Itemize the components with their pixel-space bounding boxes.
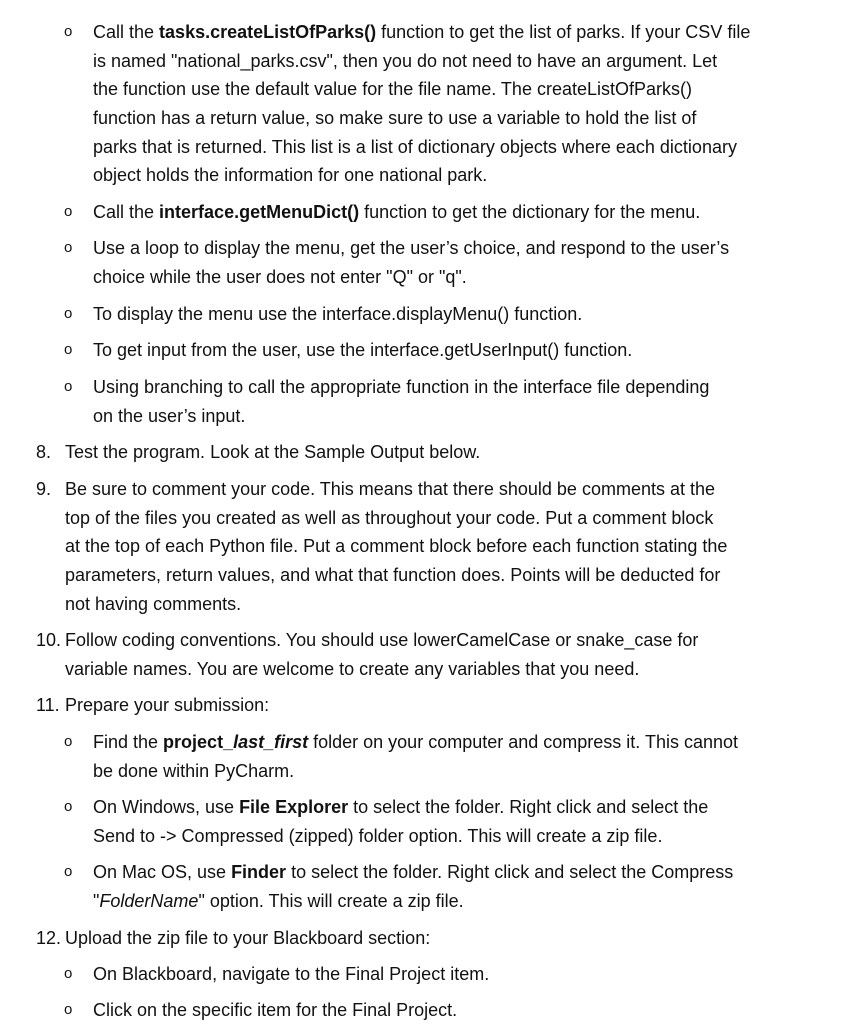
text-line [65,561,727,590]
text-line [93,996,457,1025]
bullet-marker: o [64,23,73,40]
text-run: parameters, return values, and what that function does. Points will be deducted for [65,565,721,586]
item-text [93,960,489,989]
bullet-marker: o [64,378,73,395]
text-run: Click on the specific item for the Final Project. [93,1000,458,1020]
text-run: Upload the zip file to your Blackboard section: [65,928,431,948]
text-run: object holds the information for one national park. [93,165,488,186]
text-line [65,691,269,720]
item-text [93,793,708,850]
text-run: not having comments. [65,593,242,614]
text-run: function has a return value, so make sure to use a variable to hold the list of [93,108,697,129]
text-line [93,47,750,76]
text-line [65,438,480,467]
item-text [93,18,750,190]
item-text [93,728,738,785]
text-run: top of the files you created as well as throughout your code. Put a comment block [65,507,714,528]
text-run: Test the program. Look at the Sample Output below. [65,442,481,462]
item-text [93,373,709,430]
text-line [93,336,632,365]
text-line [93,822,708,851]
text-run: tasks.createListOfParks() [159,22,377,42]
text-line [93,161,750,190]
text-line [93,104,750,133]
text-run: the function use the default value for the file name. The createListOfParks() [93,79,692,100]
text-line [93,75,750,104]
item-text [93,336,632,365]
text-run: On Windows, use [93,797,240,817]
item-text [93,234,729,291]
text-run: To get input from the user, use the interface.getUserInput() function. [93,340,633,360]
text-run: variable names. You are welcome to create any variables that you need. [65,658,640,679]
text-run: Follow coding conventions. You should use lowerCamelCase or snake_case for [65,630,699,650]
item-text [93,996,457,1025]
bullet-marker: o [64,965,73,982]
text-run: project_ [163,732,234,752]
text-run: choice while the user does not enter "Q" or "q". [93,266,467,287]
text-run: Using branching to call the appropriate function in the interface file depending [93,377,710,397]
text-line [93,793,708,822]
text-run: to select the folder. Right click and select the Compress [286,862,734,882]
text-run: Be sure to comment your code. This means that there should be comments at the [65,479,716,499]
text-line [93,887,733,916]
text-run: Finder [231,862,287,882]
text-run: Call the [93,22,160,42]
text-line [93,402,709,431]
text-run: File Explorer [239,797,349,817]
item-number: 11. [36,695,60,715]
text-run: interface.getMenuDict() [159,202,360,222]
text-run: function to get the list of parks. If your CSV file [376,22,751,42]
text-line [93,133,750,162]
bullet-marker: o [64,305,73,322]
text-line [93,300,582,329]
bullet-marker: o [64,1001,73,1018]
item-text [93,858,733,915]
item-text [93,198,700,227]
text-run: Call the [93,202,160,222]
item-text [93,300,582,329]
text-line [93,960,489,989]
item-text [65,924,430,953]
bullet-marker: o [64,239,73,256]
text-run: " [93,890,100,911]
text-run: parks that is returned. This list is a list of dictionary objects where each dictionary [93,136,737,157]
text-run: To display the menu use the interface.displayMenu() function. [93,304,583,324]
text-line [93,373,709,402]
text-line [65,626,698,655]
bullet-marker: o [64,341,73,358]
text-line [93,263,729,292]
text-run: " option. This will create a zip file. [198,890,464,911]
text-line [65,655,698,684]
text-line [93,234,729,263]
text-line [65,924,430,953]
item-text [65,438,480,467]
item-number: 10. [36,630,62,650]
text-run: function to get the dictionary for the menu. [359,202,701,222]
bullet-marker: o [64,733,73,750]
item-text [65,475,727,618]
text-line [65,532,727,561]
text-run: Find the [93,732,164,752]
text-line [65,504,727,533]
text-run: On Blackboard, navigate to the Final Project item. [93,964,490,984]
item-text [65,626,698,683]
item-text [65,691,269,720]
text-run: at the top of each Python file. Put a comment block before each function stating the [65,536,728,557]
text-run: On Mac OS, use [93,862,232,882]
text-line [65,475,727,504]
text-run: last_first [233,732,309,752]
text-run: be done within PyCharm. [93,760,295,781]
text-run: FolderName [99,890,199,911]
text-run: is named "national_parks.csv", then you do not need to have an argument. Let [93,50,718,71]
text-line [93,858,733,887]
text-run: Prepare your submission: [65,695,270,715]
bullet-marker: o [64,203,73,220]
text-run: Send to -> Compressed (zipped) folder option. This will create a zip file. [93,825,663,846]
text-run: to select the folder. Right click and select the [348,797,709,817]
text-line [93,757,738,786]
text-run: Use a loop to display the menu, get the user’s choice, and respond to the user’s [93,238,730,258]
bullet-marker: o [64,798,73,815]
text-line [93,728,738,757]
item-number: 12. [36,928,62,948]
bullet-marker: o [64,863,73,880]
text-run: on the user’s input. [93,405,246,426]
text-run: folder on your computer and compress it. This cannot [308,732,739,752]
text-line [93,18,750,47]
item-number: 8. [36,442,52,462]
item-number: 9. [36,479,52,499]
text-line [65,590,727,619]
text-line [93,198,700,227]
